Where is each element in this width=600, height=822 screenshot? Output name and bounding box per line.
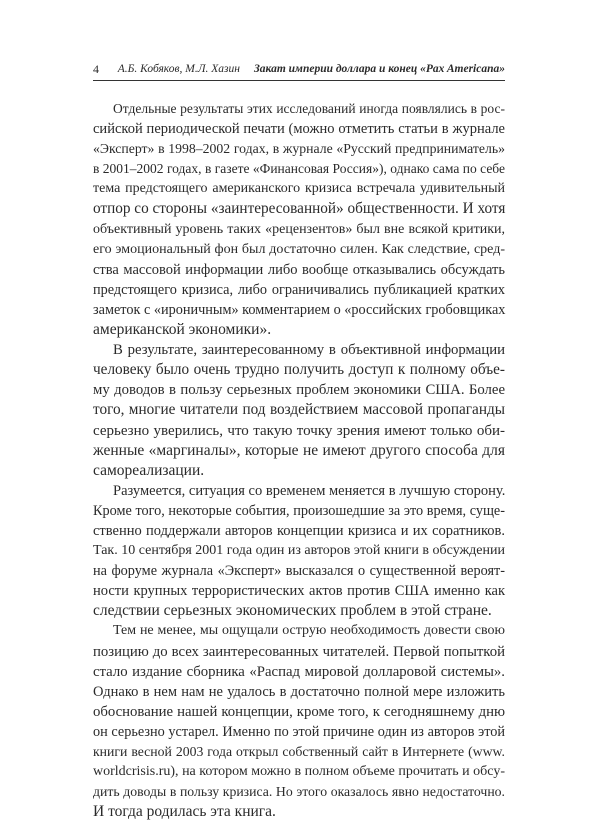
text-line: он серьезно устарел. Именно по этой причине один из авторов этой (93, 723, 505, 740)
text-line: позицию до всех заинтересованных читателей. Первой попыткой (93, 643, 505, 660)
text-line: В результате, заинтересованному в объективной информации (113, 342, 505, 359)
text-line: на форуме журнала «Эксперт» высказался о существенной вероят- (93, 563, 505, 580)
text-line: дить доводы в пользу кризиса. Но этого оказалось явно недостаточно. (93, 784, 505, 800)
text-line: книги весной 2003 года открыл собственный сайт в Интернете (www. (93, 744, 505, 759)
running-header (93, 60, 505, 78)
text-line: отпор со стороны «заинтересованной» общественности. И хотя (93, 200, 506, 218)
text-line: предстоящего кризиса, либо ограничивались публикацией кратких (93, 281, 505, 298)
paragraph (93, 481, 505, 622)
text-line: стало издание сборника «Распад мировой долларовой системы». (93, 663, 505, 680)
text-line: заметок с «ироничным» комментарием о «российских гробовщиках (93, 301, 506, 318)
paragraph (93, 340, 505, 481)
text-line: Кроме того, некоторые события, произошедшие за это время, суще- (93, 502, 505, 519)
text-line: американской экономики». (93, 321, 272, 339)
paragraph (93, 99, 505, 340)
text-line: И тогда родилась эта книга. (93, 803, 276, 821)
text-line: Так. 10 сентября 2001 года один из авторов этой книги в обсуждении (93, 543, 505, 559)
running-head (118, 60, 505, 78)
body-text (93, 99, 505, 822)
text-line: ственно поддержали авторов концепции кризиса и их соратников. (93, 522, 505, 539)
page-number: 4 (93, 62, 99, 76)
text-line: «Эксперт» в 1998–2002 годах, в журнале «Русский предприниматель» (93, 141, 505, 157)
text-line: обоснование нашей концепции, кроме того, к сегодняшнему дню (93, 703, 505, 720)
text-line: его эмоциональный фон был достаточно силен. Как следствие, сред- (93, 241, 505, 257)
text-line: Тем не менее, мы ощущали острую необходимость довести свою (113, 623, 505, 639)
text-line: в 2001–2002 годах, в газете «Финансовая Россия»), однако сама по себе (93, 161, 505, 177)
text-line: Однако в нем нам не удалось в достаточно полной мере изложить (93, 683, 505, 700)
text-line: Отдельные результаты этих исследований иногда появлялись в рос- (113, 101, 505, 116)
text-line: следствии серьезных экономических проблем в этой стране. (93, 602, 492, 620)
text-line: Разумеется, ситуация со временем меняется в лучшую сторону. (113, 482, 506, 499)
text-line: серьезно уверились, что такую точку зрения имеют только оби- (93, 422, 505, 439)
text-line: тема предстоящего американского кризиса встречала удивительный (93, 181, 505, 197)
text-line: женные «маргиналы», которые не имеют другого способа для (93, 441, 505, 459)
text-line: самореализации. (93, 461, 205, 479)
text-line: объективный уровень таких «рецензентов» был вне всякой критики, (93, 221, 505, 237)
text-line: человеку было очень трудно получить доступ к полному объе- (93, 361, 505, 379)
text-line: того, многие читатели под воздействием массовой пропаганды (93, 401, 505, 419)
header-book-title: Закат империи доллара и конец «Pax Americana» (253, 63, 505, 75)
text-line: ности крупных террористических актов против США именно как (93, 583, 505, 600)
header-rule (93, 80, 505, 81)
paragraph (93, 621, 505, 822)
text-line: сийской периодической печати (можно отметить статьи в журнале (93, 121, 505, 138)
text-line: му доводов в пользу серьезных проблем экономики США. Более (93, 382, 505, 399)
text-line: ства массовой информации либо вообще отказывались обсуждать (93, 261, 505, 278)
text-line: worldcrisis.ru), на котором можно в полном объеме прочитать и обсу- (93, 764, 505, 780)
header-authors: А.Б. Кобяков, М.Л. Хазин (117, 63, 240, 75)
